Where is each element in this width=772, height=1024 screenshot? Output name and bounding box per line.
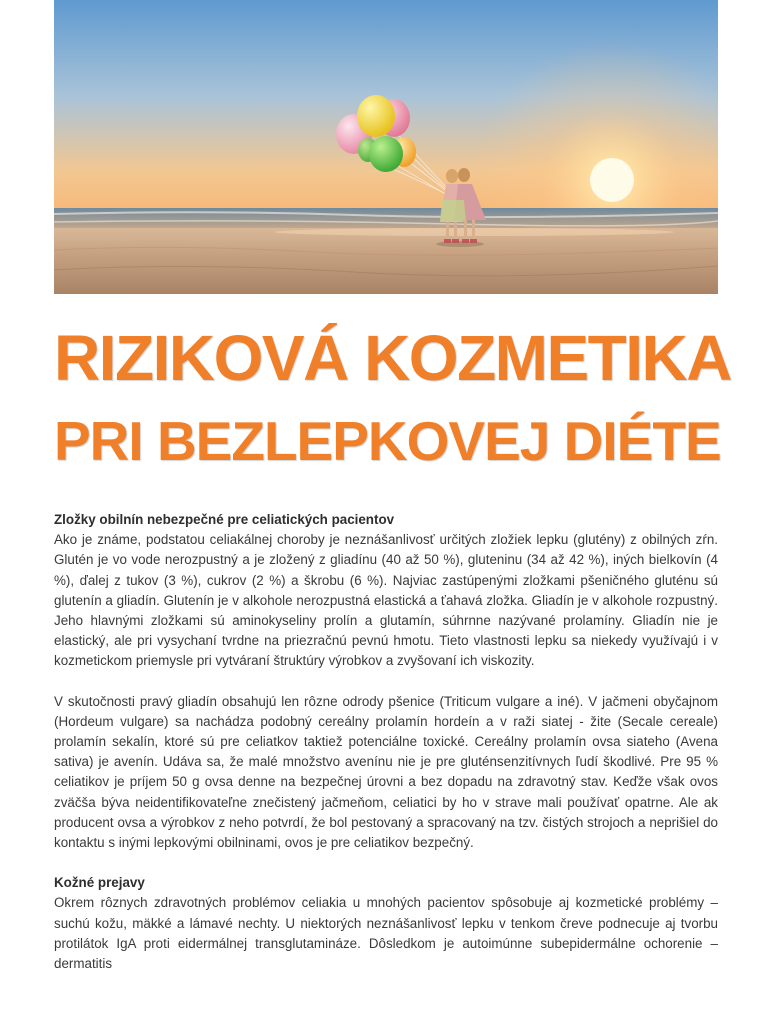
section-heading: Kožné prejavy — [54, 875, 145, 891]
section-heading: Zložky obilnín nebezpečné pre celiatických pacientov — [54, 512, 395, 527]
article-body — [54, 510, 718, 974]
hero-photo — [54, 0, 718, 294]
section-paragraph: V skutočnosti pravý gliadín obsahujú len rôzne odrody pšenice (Triticum vulgare a iné). V jačmeni obyčajnom (Hordeum vulgare) sa nachádza podobný cereálny prolamín hordeín a v raži siatej - žite (Secale cereale) prolamín sekalín, ktoré sú pre celiatkov taktiež potenciálne toxické. Cereálny prolamín ovsa siateho (Avena sativa) je avenín. Udáva sa, že malé množstvo avenínu nie je pre gluténsenzitívnych ľudí škodlivé. Pre 95 % celiatikov je príjem 50 g ovsa denne na bezpečnej úrovni a bez dopadu na zdravotný stav. Keďže však ovos zväčša býva neidentifikovateľne znečistený jačmeňom, celiatici by ho v strave mali používať opatrne. Ale ak producent ovsa a výrobkov z neho potvrdí, že bol pestovaný a spracovaný na tzv. čistých strojoch a neprišiel do kontaktu s inými lepkovými obilninami, ovos je pre celiatikov bezpečný. — [54, 693, 718, 851]
paragraph-spacer — [54, 853, 718, 873]
paragraph-spacer — [54, 672, 718, 692]
section-paragraph: Okrem rôznych zdravotných problémov celiakia u mnohých pacientov spôsobuje aj kozmetické problémy – suchú kožu, mäkké a lámavé nechty. U niektorých neznášanlivosť lepku v tenkom čreve podnecuje aj tvorbu protilátok IgA proti eidermálnej transglutamináze. Dôsledkom je autoimúnne subepidermálne ochorenie – dermatitis — [54, 895, 718, 972]
beach-balloons-illustration — [54, 0, 718, 294]
title-line-2: PRI BEZLEPKOVEJ DIÉTE — [54, 410, 721, 472]
section-paragraph: Ako je známe, podstatou celiakálnej choroby je neznášanlivosť určitých zložiek lepku (glutény) z obilných zŕn. Glutén je vo vode nerozpustný a je zložený z gliadínu (40 až 50 %), gluteninu (34 až 42 %), iných bielkovín (4 %), ďalej z tukov (3 %), cukrov (2 %) a škrobu (6 %). Najviac zastúpenými zložkami pšeničného gluténu sú glutenín a gliadín. Glutenín je v alkohole nerozpustná elastická a ťahavá zložka. Gliadín je v alkohole rozpustný. Jeho hlavnými zložkami sú aminokyseliny prolín a glutamín, súhrnne nazývané prolamíny. Gliadín nie je elastický, ale pri vysychaní tvrdne na priezračnú pevnú hmotu. Tieto vlastnosti lepku sa niekedy využívajú i v kozmetickom priemysle pri vytváraní štruktúry výrobkov a zvyšovaní ich viskozity. — [54, 532, 718, 669]
title-line-1: RIZIKOVÁ KOZMETIKA — [54, 322, 731, 394]
